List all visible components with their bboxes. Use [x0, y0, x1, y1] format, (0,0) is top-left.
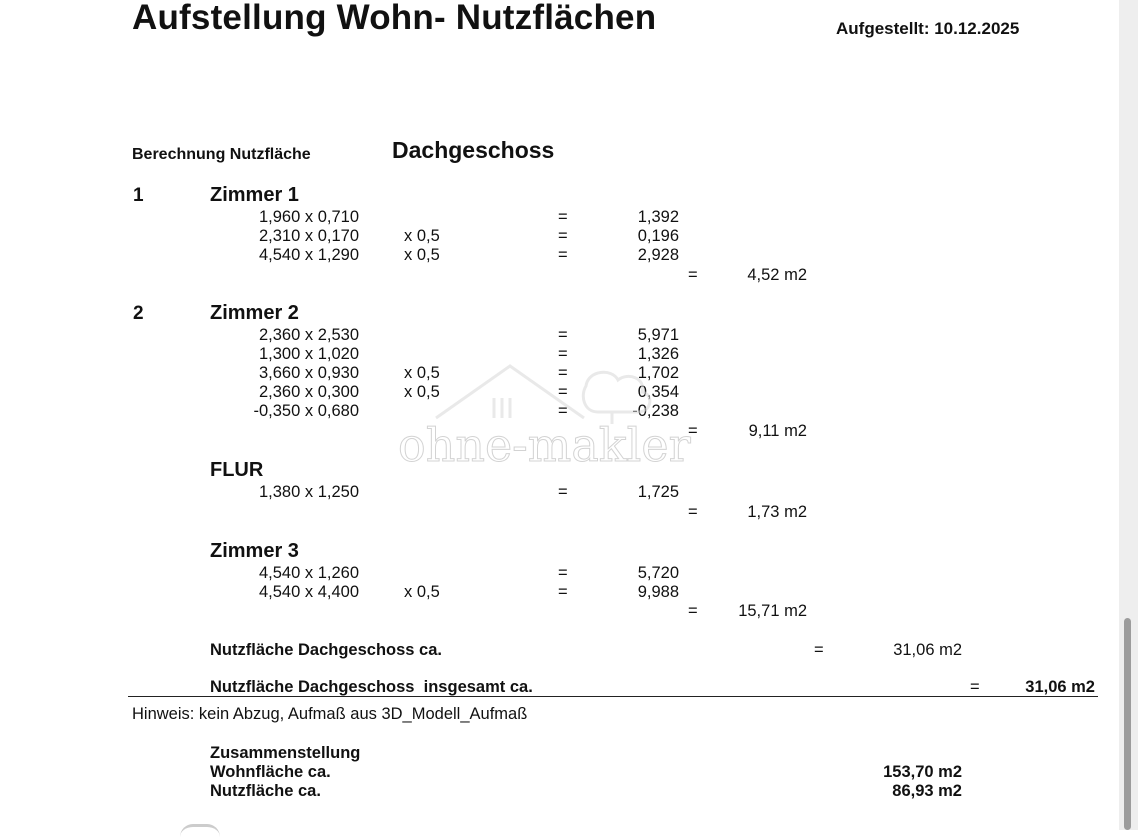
dimension: 3,660 x 0,930	[259, 364, 359, 382]
room-total-value: 1,73 m2	[747, 503, 807, 521]
watermark-text: ohne-makler	[398, 418, 691, 472]
summary-item-value: 86,93 m2	[892, 782, 962, 800]
dimension: 1,380 x 1,250	[259, 483, 359, 501]
room-total	[0, 601, 1138, 621]
result: 0,196	[637, 227, 679, 245]
room-total	[0, 502, 1138, 522]
document-date: Aufgestellt: 10.12.2025	[836, 19, 1020, 38]
room-name: FLUR	[210, 459, 264, 481]
dimension: 4,540 x 4,400	[259, 583, 359, 601]
document-title: Aufstellung Wohn- Nutzflächen	[132, 0, 657, 37]
room-name: Zimmer 2	[210, 302, 299, 324]
result: 1,326	[637, 345, 679, 363]
measurement-row	[0, 246, 1138, 264]
equals-sign: =	[558, 402, 568, 420]
result: 1,702	[637, 364, 679, 382]
page-edge-mark	[180, 824, 220, 837]
equals-sign: =	[688, 266, 698, 284]
room-name: Zimmer 1	[210, 184, 299, 206]
equals-sign: =	[558, 208, 568, 226]
dimension: 4,540 x 1,260	[259, 564, 359, 582]
room-number: 2	[133, 303, 144, 324]
result: 2,928	[637, 246, 679, 264]
room-total	[0, 265, 1138, 285]
measurement-row	[0, 583, 1138, 601]
room-total-value: 15,71 m2	[738, 602, 807, 620]
equals-sign: =	[558, 383, 568, 401]
grand-total-line	[0, 676, 1138, 698]
result: -0,238	[632, 402, 679, 420]
equals-sign: =	[558, 345, 568, 363]
result: 5,971	[637, 326, 679, 344]
equals-sign: =	[814, 641, 824, 659]
equals-sign: =	[558, 246, 568, 264]
equals-sign: =	[558, 583, 568, 601]
equals-sign: =	[688, 503, 698, 521]
grand-total-value: 31,06 m2	[1025, 678, 1095, 696]
room-number: 1	[133, 185, 144, 206]
scrollbar-thumb[interactable]	[1124, 618, 1131, 830]
room-total-value: 9,11 m2	[748, 422, 807, 440]
grand-total-label: Nutzfläche Dachgeschoss insgesamt ca.	[210, 678, 533, 696]
dimension: 2,310 x 0,170	[259, 227, 359, 245]
dimension: 4,540 x 1,290	[259, 246, 359, 264]
equals-sign: =	[688, 602, 698, 620]
result: 0,354	[637, 383, 679, 401]
measurement-row	[0, 208, 1138, 226]
factor: x 0,5	[404, 383, 440, 401]
equals-sign: =	[558, 483, 568, 501]
factor: x 0,5	[404, 583, 440, 601]
equals-sign: =	[688, 422, 698, 440]
equals-sign: =	[558, 227, 568, 245]
measurement-row	[0, 227, 1138, 245]
equals-sign: =	[558, 364, 568, 382]
equals-sign: =	[558, 326, 568, 344]
dimension: -0,350 x 0,680	[253, 402, 359, 420]
dimension: 1,300 x 1,020	[259, 345, 359, 363]
result: 5,720	[637, 564, 679, 582]
factor: x 0,5	[404, 227, 440, 245]
equals-sign: =	[970, 678, 980, 696]
summary-item-label: Nutzfläche ca.	[210, 782, 321, 800]
result: 1,392	[637, 208, 679, 226]
measurement-row	[0, 564, 1138, 582]
factor: x 0,5	[404, 364, 440, 382]
measurement-row	[0, 326, 1138, 344]
summary-item-label: Wohnfläche ca.	[210, 763, 331, 781]
subtotal-line	[0, 639, 1138, 661]
factor: x 0,5	[404, 246, 440, 264]
result: 1,725	[637, 483, 679, 501]
dimension: 2,360 x 2,530	[259, 326, 359, 344]
room-name: Zimmer 3	[210, 540, 299, 562]
floor-title: Dachgeschoss	[392, 137, 555, 163]
equals-sign: =	[558, 564, 568, 582]
subtotal-label: Nutzfläche Dachgeschoss ca.	[210, 641, 442, 659]
divider	[128, 696, 1098, 697]
dimension: 1,960 x 0,710	[259, 208, 359, 226]
dimension: 2,360 x 0,300	[259, 383, 359, 401]
summary-heading: Zusammenstellung	[210, 744, 361, 762]
summary-item-value: 153,70 m2	[883, 763, 962, 781]
subtotal-value: 31,06 m2	[893, 641, 962, 659]
measurement-row	[0, 483, 1138, 501]
note: Hinweis: kein Abzug, Aufmaß aus 3D_Modell_Aufmaß	[132, 705, 528, 723]
result: 9,988	[637, 583, 679, 601]
room-total-value: 4,52 m2	[747, 266, 807, 284]
calculation-label: Berechnung Nutzfläche	[132, 146, 311, 163]
